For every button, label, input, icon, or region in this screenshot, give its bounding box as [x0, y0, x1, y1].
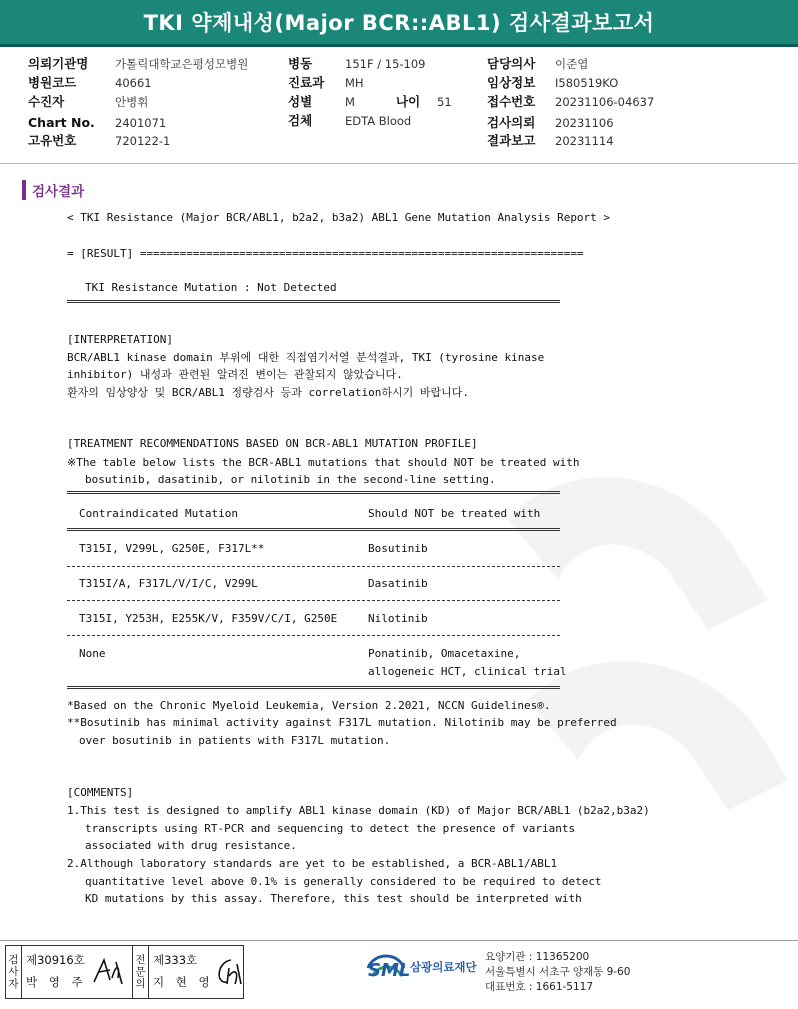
report-title: TKI 약제내성(Major BCR::ABL1) 검사결과보고서	[0, 0, 798, 47]
table-header-mutation: Contraindicated Mutation	[79, 507, 238, 520]
table-cell-drug: Bosutinib	[368, 542, 428, 555]
info-value: M	[345, 95, 355, 109]
info-value: 20231106	[555, 116, 614, 130]
verifier-cell	[149, 946, 243, 998]
table-cell-mutation: T315I, V299L, G250E, F317L**	[79, 542, 265, 555]
info-label: 의뢰기관명	[28, 56, 89, 71]
comment-line: 1.This test is designed to amplify ABL1 kinase domain (KD) of Major BCR/ABL1 (b2a2,b3a2)	[67, 804, 650, 817]
info-value: 2401071	[115, 116, 167, 130]
footnote: over bosutinib in patients with F317L mutation.	[79, 734, 391, 747]
result-line: TKI Resistance Mutation : Not Detected	[85, 281, 337, 294]
table-cell-drug: Dasatinib	[368, 577, 428, 590]
dashed-rule	[67, 635, 560, 636]
dashed-rule	[67, 566, 560, 567]
table-cell-drug: Ponatinib, Omacetaxine,	[368, 647, 521, 660]
info-value: 가톨릭대학교은평성모병원	[115, 57, 249, 71]
report-heading: < TKI Resistance (Major BCR/ABL1, b2a2, b3a2) ABL1 Gene Mutation Analysis Report >	[67, 211, 611, 224]
info-value: 안병휘	[115, 95, 149, 109]
info-value: 51	[437, 95, 452, 109]
tester-license: 제30916호	[26, 953, 85, 967]
info-label: 나이	[396, 94, 421, 109]
info-label: 진료과	[288, 75, 325, 90]
info-label: 병원코드	[28, 75, 77, 90]
tester-signature-icon	[90, 954, 126, 990]
comment-line: transcripts using RT-PCR and sequencing to detect the presence of variants	[85, 822, 576, 835]
treatment-note: bosutinib, dasatinib, or nilotinib in the second-line setting.	[85, 473, 496, 486]
verifier-label: 전 문 의	[132, 946, 149, 998]
info-value: 720122-1	[115, 134, 171, 148]
divider	[0, 163, 798, 164]
info-label: 고유번호	[28, 133, 77, 148]
comment-line: KD mutations by this assay. Therefore, this test should be interpreted with	[85, 892, 582, 905]
tester-name: 박 영 주	[26, 975, 87, 989]
section-marker	[22, 180, 26, 200]
sml-logo	[366, 950, 477, 984]
info-label: 담당의사	[487, 56, 536, 71]
tester-label: 검 사 자	[6, 946, 22, 998]
comment-line: 2.Although laboratory standards are yet to be established, a BCR-ABL1/ABL1	[67, 857, 558, 870]
table-cell-mutation: None	[79, 647, 106, 660]
info-label: 임상정보	[487, 75, 536, 90]
info-label: 성별	[288, 94, 313, 109]
double-rule	[67, 528, 560, 531]
table-cell-drug: Nilotinib	[368, 612, 428, 625]
info-label: 결과보고	[487, 133, 536, 148]
info-label: 수진자	[28, 94, 65, 109]
org-name: 삼광의료재단	[410, 960, 477, 974]
lab-address: 서울특별시 서초구 양재동 9-60	[485, 966, 631, 978]
info-value: 이준엽	[555, 57, 589, 71]
info-label: 검체	[288, 113, 313, 128]
section-heading	[22, 180, 84, 200]
double-rule	[67, 300, 560, 303]
lab-code: 요양기관 : 11365200	[485, 951, 590, 963]
interpretation-line: inhibitor) 내성과 관련된 알려진 변이는 관찰되지 않았습니다.	[67, 368, 403, 381]
info-value: 40661	[115, 76, 152, 90]
footnote: **Bosutinib has minimal activity against F317L mutation. Nilotinib may be preferred	[67, 716, 617, 729]
verifier-name: 지 현 영	[153, 975, 214, 989]
info-value: 20231114	[555, 134, 614, 148]
lab-phone: 대표번호 : 1661-5117	[485, 981, 594, 993]
treatment-note: ※The table below lists the BCR-ABL1 mutations that should NOT be treated with	[67, 456, 580, 469]
sml-logo-text: SML	[368, 960, 411, 981]
verifier-license: 제333호	[153, 953, 198, 967]
treatment-header: [TREATMENT RECOMMENDATIONS BASED ON BCR-ABL1 MUTATION PROFILE]	[67, 437, 478, 450]
double-rule	[67, 491, 560, 494]
double-rule	[67, 686, 560, 689]
section-title: 검사결과	[32, 184, 85, 200]
interpretation-line: 환자의 임상양상 및 BCR/ABL1 정량검사 등과 correlation하시기 바랍니다.	[67, 386, 469, 399]
signature-box	[5, 945, 244, 999]
info-value: EDTA Blood	[345, 114, 412, 128]
comments-header: [COMMENTS]	[67, 786, 134, 799]
info-row-institution	[28, 55, 88, 73]
lab-info	[485, 950, 630, 995]
tester-cell	[22, 946, 132, 998]
info-label: 검사의뢰	[487, 115, 536, 130]
table-cell-drug: allogeneic HCT, clinical trial	[368, 665, 567, 678]
info-value: MH	[345, 76, 364, 90]
info-value: I580519KO	[555, 76, 619, 90]
info-label: 병동	[288, 56, 313, 71]
info-label: 접수번호	[487, 94, 536, 109]
info-value: 151F / 15-109	[345, 57, 426, 71]
dashed-rule	[67, 600, 560, 601]
table-header-drug: Should NOT be treated with	[368, 507, 541, 520]
info-label: Chart No.	[28, 115, 95, 130]
comment-line: associated with drug resistance.	[85, 839, 297, 852]
interpretation-line: BCR/ABL1 kinase domain 부위에 대한 직접염기서열 분석결과, TKI (tyrosine kinase	[67, 351, 545, 364]
verifier-signature-icon	[211, 954, 243, 990]
comment-line: quantitative level above 0.1% is generally considered to be required to detect	[85, 875, 602, 888]
table-cell-mutation: T315I/A, F317L/V/I/C, V299L	[79, 577, 258, 590]
table-cell-mutation: T315I, Y253H, E255K/V, F359V/C/I, G250E	[79, 612, 338, 625]
footnote: *Based on the Chronic Myeloid Leukemia, Version 2.2021, NCCN Guidelines®.	[67, 699, 551, 712]
info-value: 20231106-04637	[555, 95, 655, 109]
result-header: = [RESULT] ===================================================================	[67, 247, 584, 260]
interpretation-header: [INTERPRETATION]	[67, 333, 173, 346]
